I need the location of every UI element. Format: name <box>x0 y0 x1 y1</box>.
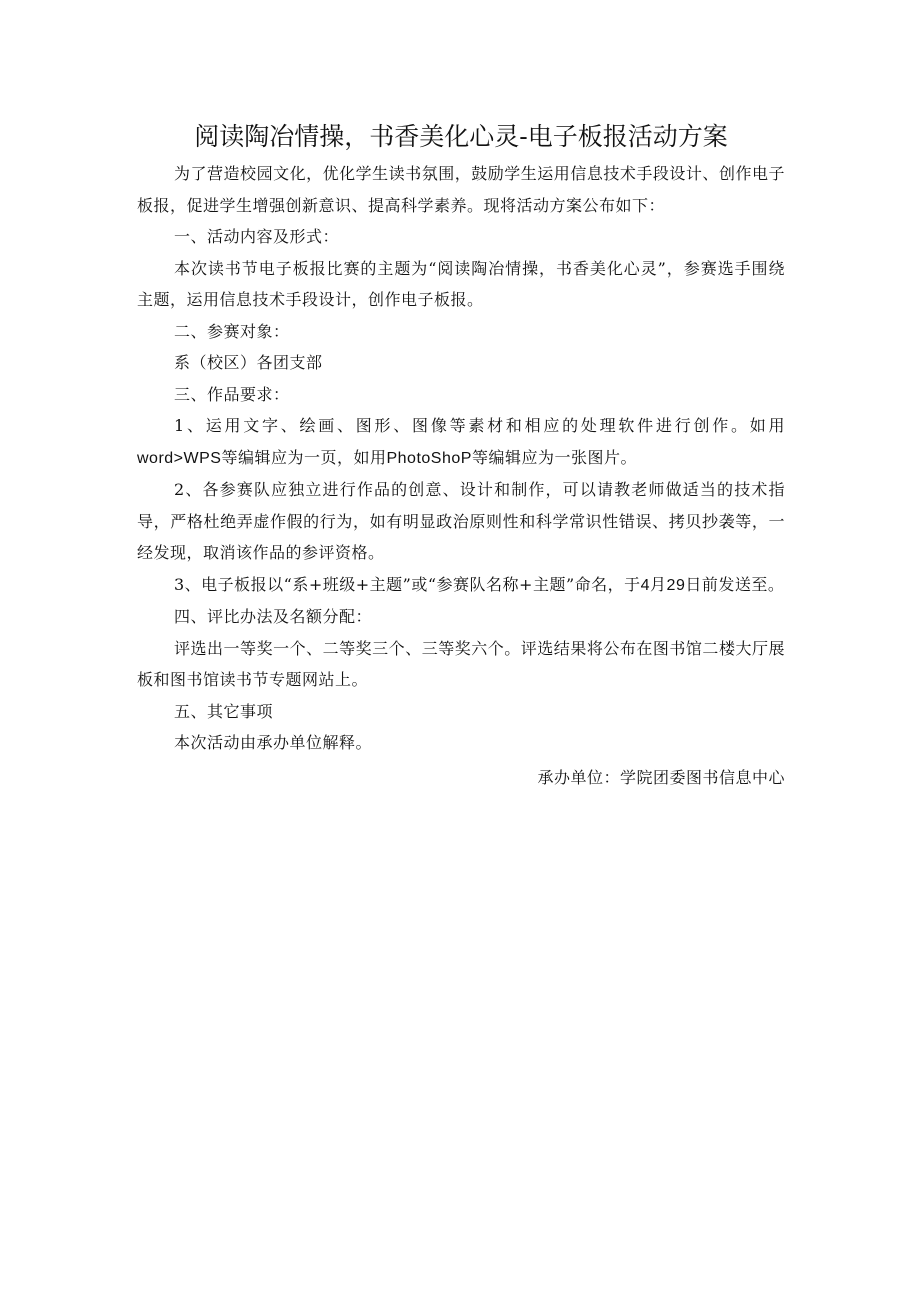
section4-heading: 四、评比办法及名额分配： <box>174 607 373 626</box>
section2-heading: 二、参赛对象： <box>174 321 290 341</box>
requirement-1-software-b: PhotoShoP <box>386 449 472 467</box>
requirement-2: 2、各参赛队应独立进行作品的创意、设计和制作，可以请教老师做适当的技术指导，严格杜绝弄虚作假的行为，如有明显政治原则性和科学常识性错误、拷贝抄袭等，一经发现，取消该作品的参评资格。 <box>137 480 785 562</box>
section3-heading: 三、作品要求： <box>174 384 290 404</box>
section4-body: 评选出一等奖一个、二等奖三个、三等奖六个。评选结果将公布在图书馆二楼大厅展板和图书馆读书节专题网站上。 <box>137 638 785 689</box>
requirement-1-text-c: 等编辑应为一张图片。 <box>471 447 637 467</box>
requirement-3-text-b: 月 <box>650 574 667 594</box>
document-body <box>137 122 785 793</box>
requirement-3-text-c: 日前发送至。 <box>685 574 785 594</box>
requirement-1-text-b: 等编辑应为一页，如用 <box>221 447 387 467</box>
intro-paragraph: 为了营造校园文化，优化学生读书氛围，鼓励学生运用信息技术手段设计、创作电子板报，促进学生增强创新意识、提高科学素养。现将活动方案公布如下： <box>137 164 785 215</box>
requirement-1-software-a: word>WPS <box>137 449 222 467</box>
section1-body: 本次读书节电子板报比赛的主题为“阅读陶冶情操，书香美化心灵”，参赛选手围绕主题，运用信息技术手段设计，创作电子板报。 <box>137 258 785 309</box>
document-title: 阅读陶冶情操，书香美化心灵-电子板报活动方案 <box>194 122 728 151</box>
section5-body: 本次活动由承办单位解释。 <box>174 733 373 752</box>
section2-body: 系（校区）各团支部 <box>174 353 323 372</box>
requirement-3-month: 4 <box>640 576 651 594</box>
requirement-3-day: 29 <box>666 576 686 594</box>
section5-heading: 五、其它事项 <box>174 701 274 721</box>
requirement-3-text-a: 3、电子板报以“系+班级+主题”或“参赛队名称+主题”命名，于 <box>174 574 641 594</box>
organizer-signature: 承办单位：学院团委图书信息中心 <box>537 767 785 787</box>
section1-heading: 一、活动内容及形式： <box>174 227 340 246</box>
requirement-3 <box>137 569 785 602</box>
requirement-1-text-a: 1、运用文字、绘画、图形、图像等素材和相应的处理软件进行创作。如用 <box>174 416 785 435</box>
requirement-1 <box>137 410 785 474</box>
